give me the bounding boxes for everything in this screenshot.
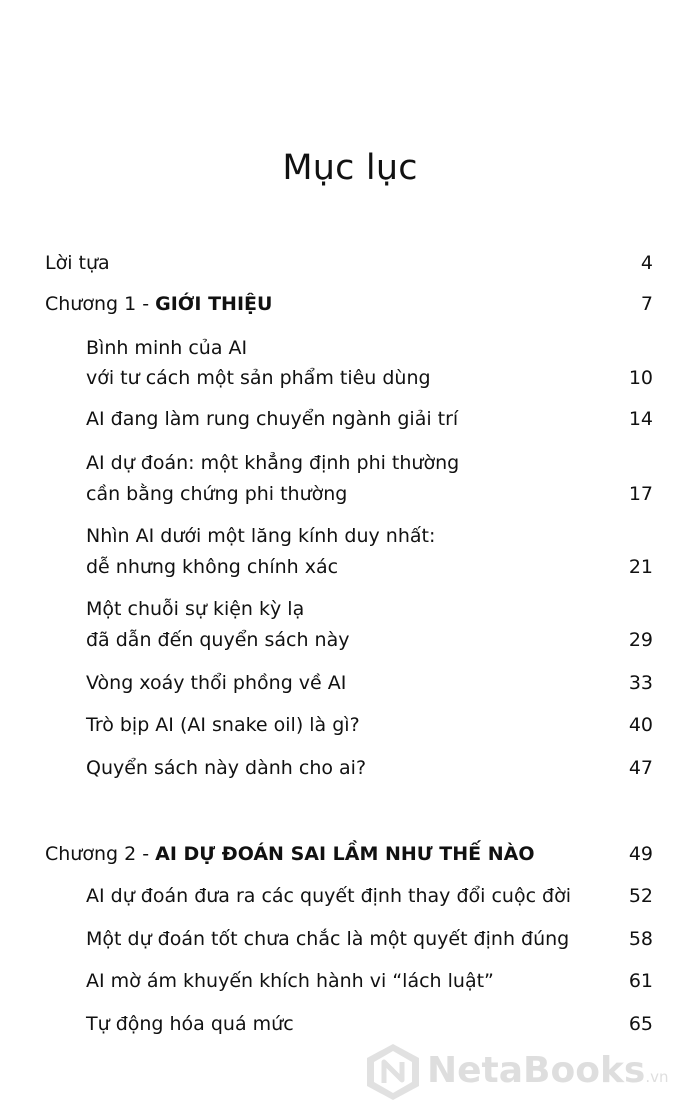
toc-chapter-2[interactable] [45,842,534,866]
chapter-2-title: AI DỰ ĐOÁN SAI LẦM NHƯ THẾ NÀO [155,843,535,865]
watermark-brand: NetaBooks [427,1050,646,1091]
toc-page-preface: 4 [640,252,653,274]
watermark-text [427,1050,668,1091]
toc-page-entertainment: 14 [628,408,653,430]
toc-entry-gaming-system[interactable]: AI mờ ám khuyến khích hành vi “lách luật” [86,970,494,992]
chapter-1-title: GIỚI THIỆU [155,293,273,315]
toc-entry-predictive-ai-line2[interactable]: cần bằng chứng phi thường [86,483,348,505]
toc-entry-good-prediction[interactable]: Một dự đoán tốt chưa chắc là một quyết định đúng [86,928,570,950]
toc-entry-strange-events-line2[interactable]: đã dẫn đến quyển sách này [86,629,350,651]
toc-page-chapter-1: 7 [640,293,653,315]
toc-entry-life-decisions[interactable]: AI dự đoán đưa ra các quyết định thay đổi cuộc đời [86,885,572,907]
toc-page-who-is-this-for: 47 [628,757,653,779]
toc-page-chapter-2: 49 [628,843,653,865]
chapter-2-prefix: Chương 2 - [45,843,156,865]
toc-page-strange-events: 29 [628,629,653,651]
toc-page-gaming-system: 61 [628,970,653,992]
chapter-1-prefix: Chương 1 - [45,293,156,315]
toc-entry-strange-events-line1[interactable]: Một chuỗi sự kiện kỳ lạ [86,598,305,620]
toc-entry-single-lens-line1[interactable]: Nhìn AI dưới một lăng kính duy nhất: [86,525,436,547]
toc-page-good-prediction: 58 [628,928,653,950]
toc-chapter-1[interactable] [45,292,272,316]
toc-page-over-automation: 65 [628,1013,653,1035]
toc-entry-snake-oil[interactable]: Trò bịp AI (AI snake oil) là gì? [86,714,360,736]
netabooks-watermark [365,1042,695,1102]
toc-page-snake-oil: 40 [628,714,653,736]
toc-entry-entertainment[interactable]: AI đang làm rung chuyển ngành giải trí [86,408,459,430]
toc-page-dawn-of-ai: 10 [628,367,653,389]
toc-entry-dawn-of-ai-line2[interactable]: với tư cách một sản phẩm tiêu dùng [86,367,431,389]
watermark-suffix: .vn [645,1068,669,1086]
toc-entry-hype-vortex[interactable]: Vòng xoáy thổi phồng về AI [86,672,347,694]
toc-page-hype-vortex: 33 [628,672,653,694]
toc-entry-dawn-of-ai-line1[interactable]: Bình minh của AI [86,337,248,359]
toc-entry-over-automation[interactable]: Tự động hóa quá mức [86,1013,294,1035]
toc-page-predictive-ai: 17 [628,483,653,505]
toc-entry-single-lens-line2[interactable]: dễ nhưng không chính xác [86,556,339,578]
toc-entry-preface[interactable]: Lời tựa [45,252,110,274]
toc-page-life-decisions: 52 [628,885,653,907]
toc-entry-predictive-ai-line1[interactable]: AI dự đoán: một khẳng định phi thường [86,452,460,474]
page-title: Mục lục [282,148,418,188]
toc-page-single-lens: 21 [628,556,653,578]
toc-entry-who-is-this-for[interactable]: Quyển sách này dành cho ai? [86,757,367,779]
netabooks-logo-icon [365,1042,421,1102]
